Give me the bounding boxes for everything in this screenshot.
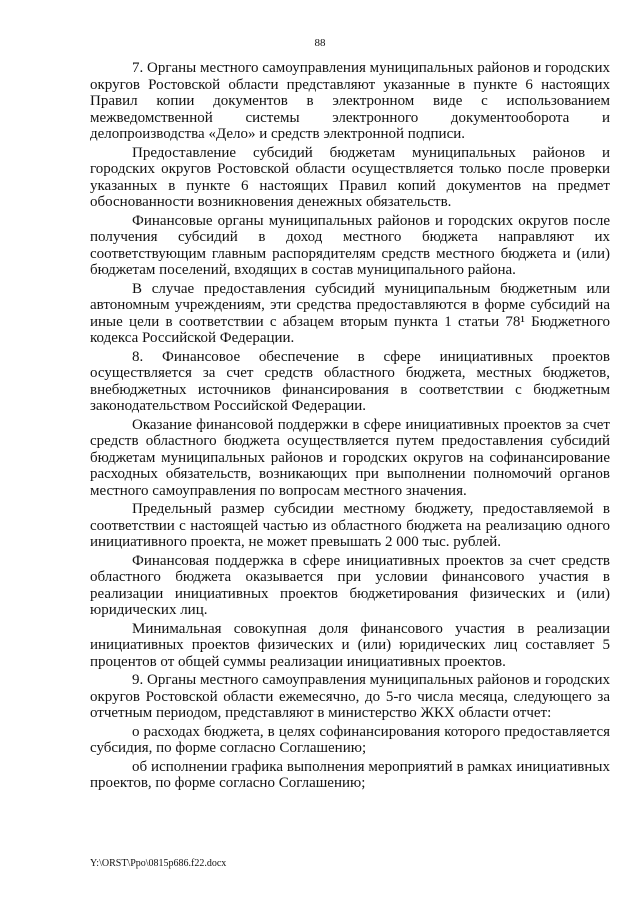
paragraph: Оказание финансовой поддержки в сфере инициативных проектов за счет средств областного бюджета осуществляется путем предоставления субсидий бюджетам муниципальных районов и городских округов на софинансирование расходных обязательств, возникающих при выполнении полномочий органов местного самоуправления по вопросам местного значения. [90, 416, 610, 499]
footer-file-path: Y:\ORST\Ppo\0815p686.f22.docx [90, 858, 227, 869]
paragraph: Финансовые органы муниципальных районов и городских округов после получения субсидий в доход местного бюджета направляют их соответствующим главным распорядителям средств местного бюджета и (или) бюджетам поселений, входящих в состав муниципального района. [90, 212, 610, 278]
paragraph: об исполнении графика выполнения мероприятий в рамках инициативных проектов, по форме согласно Соглашению; [90, 758, 610, 791]
paragraph: о расходах бюджета, в целях софинансирования которого предоставляется субсидия, по форме согласно Соглашению; [90, 723, 610, 756]
paragraph: 8. Финансовое обеспечение в сфере инициативных проектов осуществляется за счет средств областного бюджета, местных бюджетов, внебюджетных источников финансирования в соответствии с бюджетным законодательством Российской Федерации. [90, 348, 610, 414]
paragraph: Финансовая поддержка в сфере инициативных проектов за счет средств областного бюджета оказывается при условии финансового участия в реализации инициативных проектов бюджетирования физических и (или) юридических лиц. [90, 552, 610, 618]
paragraph: Предельный размер субсидии местному бюджету, предоставляемой в соответствии с настоящей частью из областного бюджета на реализацию одного инициативного проекта, не может превышать 2 000 тыс. рублей. [90, 501, 610, 550]
paragraph: 9. Органы местного самоуправления муниципальных районов и городских округов Ростовской области ежемесячно, до 5-го числа месяца, следующего за отчетным периодом, представляют в министерство ЖКХ области отчет: [90, 672, 611, 721]
page-number: 88 [314, 37, 326, 49]
document-body [90, 60, 610, 794]
paragraph: 7. Органы местного самоуправления муниципальных районов и городских округов Ростовской области представляют указанные в пункте 6 настоящих Правил копии документов в электронном виде с использованием межведомственной системы электронного документооборота и делопроизводства «Дело» и средств электронной подписи. [90, 60, 611, 142]
paragraph: Минимальная совокупная доля финансового участия в реализации инициативных проектов физических и (или) юридических лиц составляет 5 процентов от общей суммы реализации инициативных проектов. [90, 620, 610, 670]
paragraph: В случае предоставления субсидий муниципальным бюджетным или автономным учреждениям, эти средства предоставляются в форме субсидий на иные цели в соответствии с абзацем вторым пункта 1 статьи 78¹ Бюджетного кодекса Российской Федерации. [90, 280, 610, 346]
paragraph: Предоставление субсидий бюджетам муниципальных районов и городских округов Ростовской области осуществляется только после проверки указанных в пункте 6 настоящих Правил копий документов на предмет обоснованности возникновения денежных обязательств. [90, 144, 610, 210]
